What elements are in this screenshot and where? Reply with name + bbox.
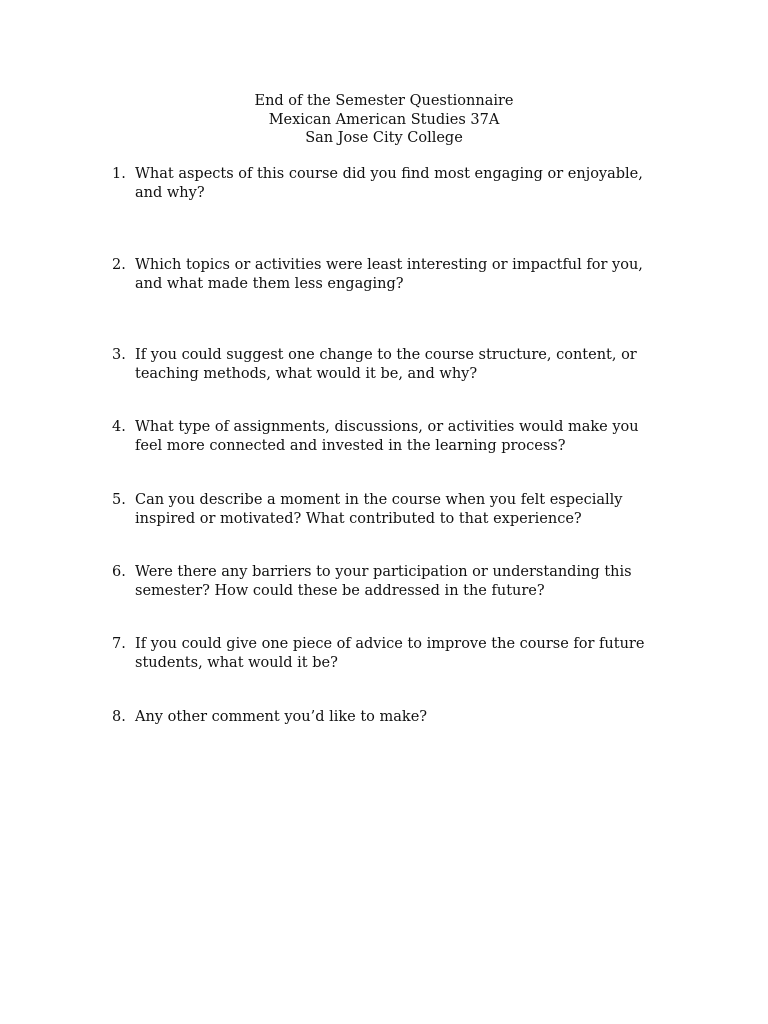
question-text [135,635,675,672]
question-line: If you could suggest one change to the course structure, content, or [135,347,637,363]
question-text [135,418,675,455]
document-title: End of the Semester Questionnaire [254,93,514,109]
question-line: Can you describe a moment in the course when you felt especially [135,492,623,508]
question-line: What aspects of this course did you find most engaging or enjoyable, [135,166,643,182]
question-line: teaching methods, what would it be, and why? [135,365,478,382]
question-line: Were there any barriers to your participation or understanding this [135,564,632,580]
question-line: Which topics or activities were least interesting or impactful for you, [135,257,643,273]
question-text [135,256,675,293]
question-line: students, what would it be? [135,654,338,671]
question-line: feel more connected and invested in the learning process? [135,437,566,454]
question-line: If you could give one piece of advice to improve the course for future [135,636,645,652]
college-name: San Jose City College [305,130,463,146]
question-number: 7. [112,636,126,652]
course-name: Mexican American Studies 37A [268,111,500,128]
question-number: 4. [112,419,126,435]
question-line: What type of assignments, discussions, or activities would make you [135,419,639,435]
question-text [135,165,675,202]
question-number: 2. [112,257,126,273]
question-number: 3. [112,347,126,363]
question-line: semester? How could these be addressed in the future? [135,582,545,599]
question-number: 1. [112,166,126,182]
question-text [135,563,675,600]
question-number: 8. [112,709,126,725]
question-number: 5. [112,492,126,508]
question-text [135,708,675,727]
question-number: 6. [112,564,126,580]
question-line: and why? [135,184,205,201]
question-text [135,491,675,528]
question-text [135,346,675,383]
document-header [0,92,768,148]
question-line: and what made them less engaging? [135,275,404,292]
question-line: inspired or motivated? What contributed to that experience? [135,510,582,527]
question-line: Any other comment you’d like to make? [135,709,428,725]
